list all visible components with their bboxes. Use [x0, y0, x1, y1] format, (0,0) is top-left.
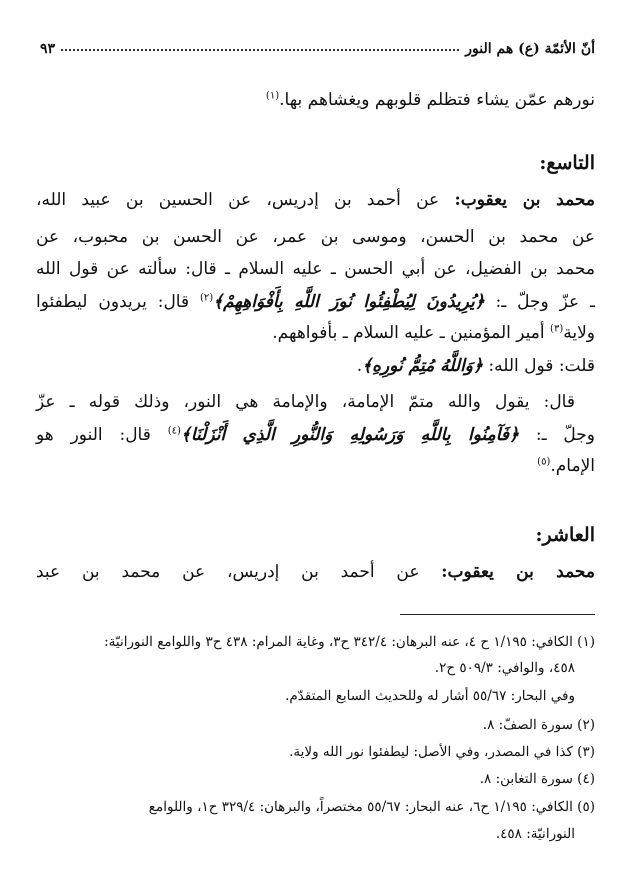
- narration-line: وجلّ ـ: ﴿فَآمِنُوا بِاللَّهِ وَرَسُولِهِ وَالنُّورِ الَّذِي أَنْزَلْنَا﴾$^{(٤)}$ قال: النور هو: [36, 425, 595, 445]
- section-heading-ninth: التاسع:: [539, 152, 595, 174]
- footnote: (٥) الكافي: ١/١٩٥ ح٦، عنه البحار: ٥٥/٦٧ مختصراً، والبرهان: ٣٢٩/٤ ح١، واللوامع: [148, 799, 595, 815]
- narration-line: الإمام.$^{(٥)}$: [537, 456, 595, 476]
- header-title: أنّ الأئمّة (ع) هم النور: [465, 41, 595, 57]
- footnote-ref: (١): [265, 90, 280, 102]
- footnote: (١) الكافي: ١/١٩٥ ح ٤، عنه البرهان: ٣٤٢/٤ ح٣، وغاية المرام: ٤٣٨ ح٣ واللوامع النورانيّة:: [104, 634, 595, 650]
- section-heading-tenth: العاشر:: [535, 524, 595, 546]
- narration-line: ـ عزّ وجلّ ـ: ﴿يُرِيدُونَ لِيُطْفِئُوا نُورَ اللَّهِ بِأَفْوَاهِهِمْ﴾$^{(٢)}$ قال: يريدون ليطفئوا: [36, 292, 596, 312]
- quran-verse: ﴿وَاللَّهُ مُتِمُّ نُورِهِ﴾: [362, 356, 483, 376]
- footnote: (٤) سورة التغابن: ٨.: [479, 771, 595, 787]
- footnote: وفي البحار: ٥٥/٦٧ أشار له وللحديث السابع المتقدّم.: [285, 688, 575, 704]
- footnote-ref: (٤): [167, 425, 181, 437]
- footnote-ref: (٢): [199, 292, 214, 304]
- quran-verse: ﴿فَآمِنُوا بِاللَّهِ وَرَسُولِهِ وَالنُّورِ الَّذِي أَنْزَلْنَا﴾: [180, 425, 519, 445]
- narrator-name: محمد بن يعقوب:: [454, 190, 595, 210]
- quran-verse: ﴿يُرِيدُونَ لِيُطْفِئُوا نُورَ اللَّهِ بِأَفْوَاهِهِمْ﴾: [213, 292, 485, 312]
- narration-line: محمد بن يعقوب: عن أحمد بن إدريس، عن محمد بن عبد: [36, 562, 595, 582]
- running-header: [40, 38, 595, 60]
- page-number: ٩٣: [40, 41, 56, 57]
- narration-line: محمد بن الفضيل، عن أبي الحسن ـ عليه السلام ـ قال: سألته عن قول الله: [36, 259, 595, 279]
- header-leader-dots: [61, 41, 459, 51]
- footnote: ٤٥٨، والوافي: ٥٠٩/٣ ح٢.: [434, 660, 575, 676]
- narration-line: عن محمد بن الحسن، وموسى بن عمر، عن الحسن بن محبوب، عن: [36, 227, 596, 247]
- narration-line: قال: يقول والله متمّ الإمامة، والإمامة هي النور، وذلك قوله ـ عزّ: [36, 392, 575, 412]
- footnote-separator: [400, 614, 595, 615]
- footnote: (٣) كذا في المصدر، وفي الأصل: ليطفئوا نور الله ولاية.: [289, 744, 595, 760]
- footnote: (٢) سورة الصفّ: ٨.: [482, 717, 595, 733]
- footnote-ref: (٣): [550, 323, 564, 335]
- footnote: النورانيّة: ٤٥٨.: [495, 826, 575, 842]
- narration-line: ولاية$^{(٣)}$ أمير المؤمنين ـ عليه السلام ـ بأفواههم.: [272, 323, 595, 343]
- narrator-name: محمد بن يعقوب:: [441, 562, 595, 582]
- narration-line: محمد بن يعقوب: عن أحمد بن إدريس، عن الحسين بن عبيد الله،: [36, 190, 595, 210]
- footnote-ref: (٥): [537, 456, 551, 468]
- continuation-line: نورهم عمّن يشاء فتظلم قلوبهم ويغشاهم بها.$^{(١)}$: [265, 90, 595, 110]
- narration-line: قلت: قول الله: ﴿وَاللَّهُ مُتِمُّ نُورِهِ﴾.: [356, 356, 595, 376]
